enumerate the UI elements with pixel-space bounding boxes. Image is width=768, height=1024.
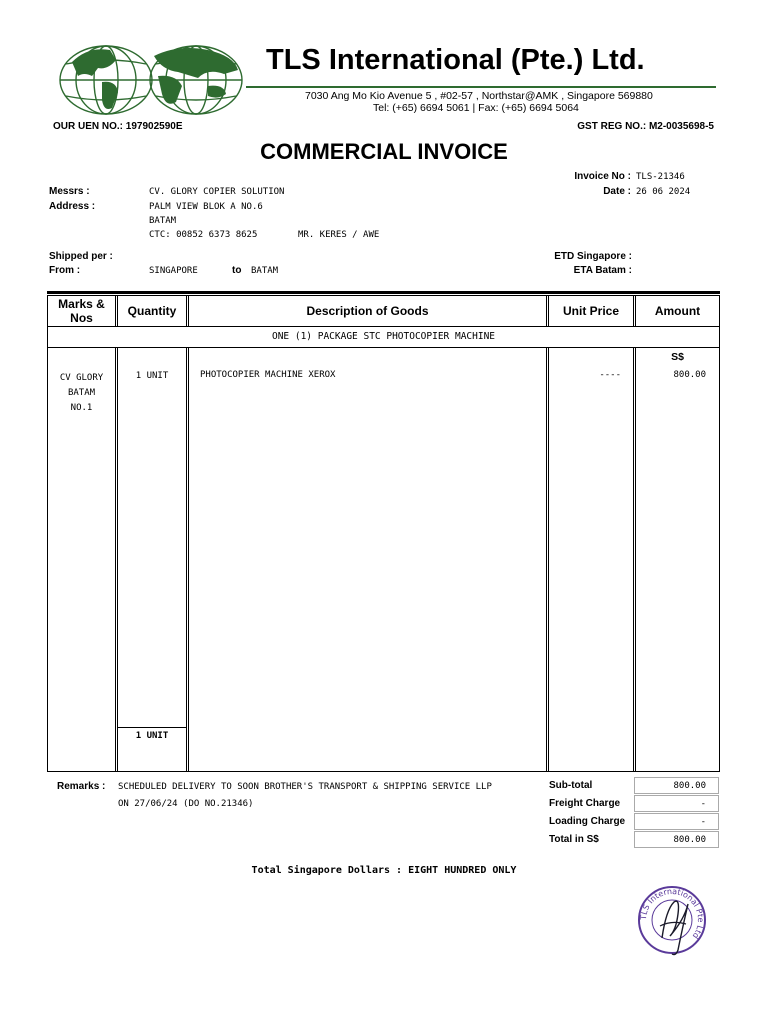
currency-label: S$ <box>671 351 684 363</box>
freight-box <box>634 795 719 812</box>
item-unit-price: ---- <box>599 370 621 380</box>
col-marks-header: Marks & Nos <box>58 297 105 325</box>
company-stamp <box>632 880 712 960</box>
address-label: Address : <box>49 201 96 212</box>
customer-address-line1: PALM VIEW BLOK A NO.6 <box>149 202 263 212</box>
col-amount-header: Amount <box>654 304 701 318</box>
freight-label: Freight Charge <box>549 798 621 809</box>
loading-label: Loading Charge <box>549 816 626 827</box>
company-name: TLS International (Pte.) Ltd. <box>266 44 645 76</box>
invoice-number: TLS-21346 <box>636 172 685 182</box>
gst-number: GST REG NO.: M2-0035698-5 <box>577 121 714 132</box>
document-title: COMMERCIAL INVOICE <box>260 139 508 164</box>
loading-box <box>634 813 719 830</box>
remarks-line1: SCHEDULED DELIVERY TO SOON BROTHER'S TRANSPORT & SHIPPING SERVICE LLP <box>118 782 492 792</box>
total-in-words: Total Singapore Dollars : EIGHT HUNDRED ONLY <box>251 865 517 876</box>
shipped-per-label: Shipped per : <box>49 251 113 262</box>
invoice-number-label: Invoice No : <box>574 171 631 182</box>
messrs-label: Messrs : <box>49 186 90 197</box>
from-location: SINGAPORE <box>149 266 198 276</box>
marks-and-nos: CV GLORY BATAM NO.1 <box>59 373 104 413</box>
item-description: PHOTOCOPIER MACHINE XEROX <box>200 370 336 380</box>
package-description: ONE (1) PACKAGE STC PHOTOCOPIER MACHINE <box>271 331 496 342</box>
invoice-date-label: Date : <box>603 186 631 197</box>
svg-text:TLS International Pte Ltd: TLS International Pte Ltd <box>638 886 706 941</box>
company-contact: Tel: (+65) 6694 5061 | Fax: (+65) 6694 5064 <box>373 102 579 114</box>
company-address: 7030 Ang Mo Kio Avenue 5 , #02-57 , Northstar@AMK , Singapore 569880 <box>305 90 653 102</box>
etd-label: ETD Singapore : <box>554 251 632 262</box>
loading-value: - <box>700 817 706 827</box>
item-amount: 800.00 <box>673 370 706 380</box>
remarks-line2: ON 27/06/24 (DO NO.21346) <box>118 799 254 809</box>
customer-ctc: CTC: 00852 6373 8625 <box>149 230 258 240</box>
remarks-label: Remarks : <box>57 781 106 792</box>
uen-number: OUR UEN NO.: 197902590E <box>53 121 183 132</box>
table-top-rule <box>47 291 720 294</box>
company-logo <box>58 42 248 122</box>
subtotal-box <box>634 777 719 794</box>
to-location: BATAM <box>251 266 279 276</box>
eta-label: ETA Batam : <box>573 265 632 276</box>
goods-table <box>47 295 720 772</box>
item-quantity: 1 UNIT <box>135 371 169 381</box>
total-label: Total in S$ <box>549 834 599 845</box>
subtotal-label: Sub-total <box>549 780 593 791</box>
customer-name: CV. GLORY COPIER SOLUTION <box>149 187 285 197</box>
to-label: to <box>232 265 242 276</box>
freight-value: - <box>700 799 706 809</box>
invoice-date: 26 06 2024 <box>636 187 691 197</box>
col-quantity-header: Quantity <box>127 304 177 318</box>
col-description-header: Description of Goods <box>306 304 429 318</box>
total-value: 800.00 <box>673 835 706 845</box>
total-quantity: 1 UNIT <box>135 731 169 741</box>
from-label: From : <box>49 265 81 276</box>
total-box <box>634 831 719 848</box>
customer-address-line2: BATAM <box>149 216 177 226</box>
header-divider <box>246 86 716 88</box>
subtotal-value: 800.00 <box>673 781 706 791</box>
col-unit-price-header: Unit Price <box>562 304 619 318</box>
customer-contact-person: MR. KERES / AWE <box>298 230 380 240</box>
